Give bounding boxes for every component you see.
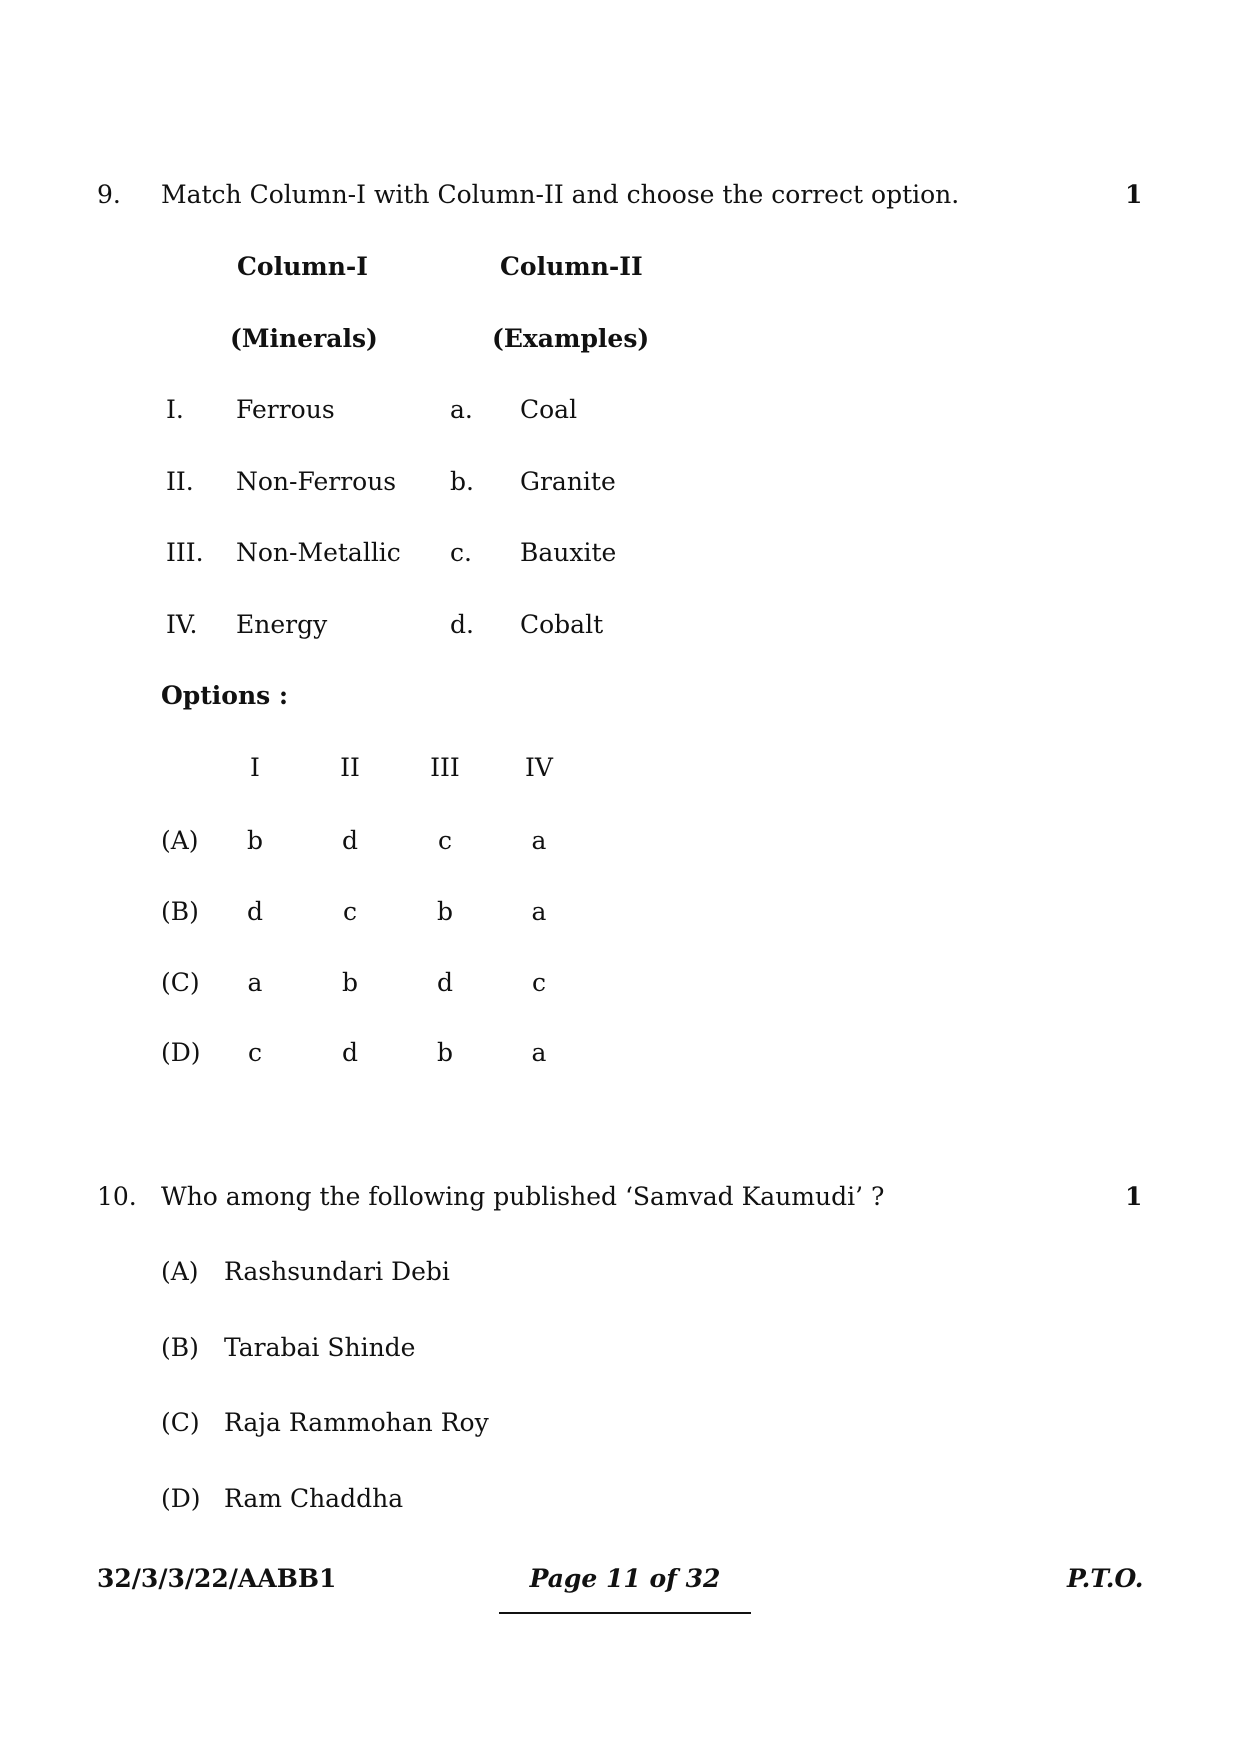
option-label: (A) xyxy=(161,1257,199,1286)
option-value: d xyxy=(341,1038,358,1067)
option-label: (D) xyxy=(161,1038,201,1067)
q9-question-text: Match Column-I with Column-II and choose the correct option. xyxy=(161,180,960,209)
q9-number: 9. xyxy=(97,180,121,209)
option-value: b xyxy=(436,1038,453,1067)
option-value: d xyxy=(341,826,358,855)
option-label: (B) xyxy=(161,1333,199,1362)
option-text: Raja Rammohan Roy xyxy=(224,1408,489,1437)
match-row-roman: I. xyxy=(166,395,184,424)
match-row-item: Ferrous xyxy=(236,395,335,424)
q10-marks: 1 xyxy=(1125,1182,1143,1211)
option-value: b xyxy=(436,897,453,926)
match-row-item: Energy xyxy=(236,610,328,639)
option-value: a xyxy=(531,826,547,855)
page-number-underline xyxy=(499,1612,751,1614)
match-row-example: Bauxite xyxy=(520,538,617,567)
match-row-letter: b. xyxy=(450,467,474,496)
footer-paper-code: 32/3/3/22/AABB1 xyxy=(97,1564,337,1593)
options-header-iv: IV xyxy=(525,753,553,782)
column-2-subheader: (Examples) xyxy=(492,324,650,353)
option-label: (D) xyxy=(161,1484,201,1513)
option-text: Ram Chaddha xyxy=(224,1484,404,1513)
option-value: c xyxy=(437,826,452,855)
match-row-roman: III. xyxy=(166,538,204,567)
option-value: c xyxy=(342,897,357,926)
match-row-letter: a. xyxy=(450,395,473,424)
option-value: a xyxy=(531,897,547,926)
match-row-example: Granite xyxy=(520,467,616,496)
match-row-roman: IV. xyxy=(166,610,198,639)
match-row-letter: c. xyxy=(450,538,472,567)
option-value: d xyxy=(436,968,453,997)
option-value: a xyxy=(247,968,263,997)
q10-question-text: Who among the following published ‘Samvad Kaumudi’ ? xyxy=(161,1182,885,1211)
option-value: c xyxy=(247,1038,262,1067)
match-row-roman: II. xyxy=(166,467,194,496)
option-value: b xyxy=(341,968,358,997)
option-value: d xyxy=(246,897,263,926)
options-header-ii: II xyxy=(340,753,360,782)
option-label: (B) xyxy=(161,897,199,926)
column-1-header: Column-I xyxy=(237,252,368,281)
option-label: (C) xyxy=(161,1408,200,1437)
option-label: (C) xyxy=(161,968,200,997)
match-row-item: Non-Metallic xyxy=(236,538,401,567)
match-row-letter: d. xyxy=(450,610,474,639)
column-1-subheader: (Minerals) xyxy=(230,324,378,353)
q10-number: 10. xyxy=(97,1182,137,1211)
option-label: (A) xyxy=(161,826,199,855)
options-label: Options : xyxy=(161,681,289,710)
option-text: Tarabai Shinde xyxy=(224,1333,416,1362)
column-2-header: Column-II xyxy=(500,252,643,281)
option-value: a xyxy=(531,1038,547,1067)
match-row-example: Cobalt xyxy=(520,610,604,639)
option-text: Rashsundari Debi xyxy=(224,1257,450,1286)
option-value: c xyxy=(531,968,546,997)
footer-page-number: Page 11 of 32 xyxy=(529,1564,721,1593)
footer-pto: P.T.O. xyxy=(1067,1564,1144,1593)
match-row-item: Non-Ferrous xyxy=(236,467,397,496)
options-header-i: I xyxy=(250,753,260,782)
match-row-example: Coal xyxy=(520,395,578,424)
options-header-iii: III xyxy=(430,753,460,782)
q9-marks: 1 xyxy=(1125,180,1143,209)
option-value: b xyxy=(246,826,263,855)
